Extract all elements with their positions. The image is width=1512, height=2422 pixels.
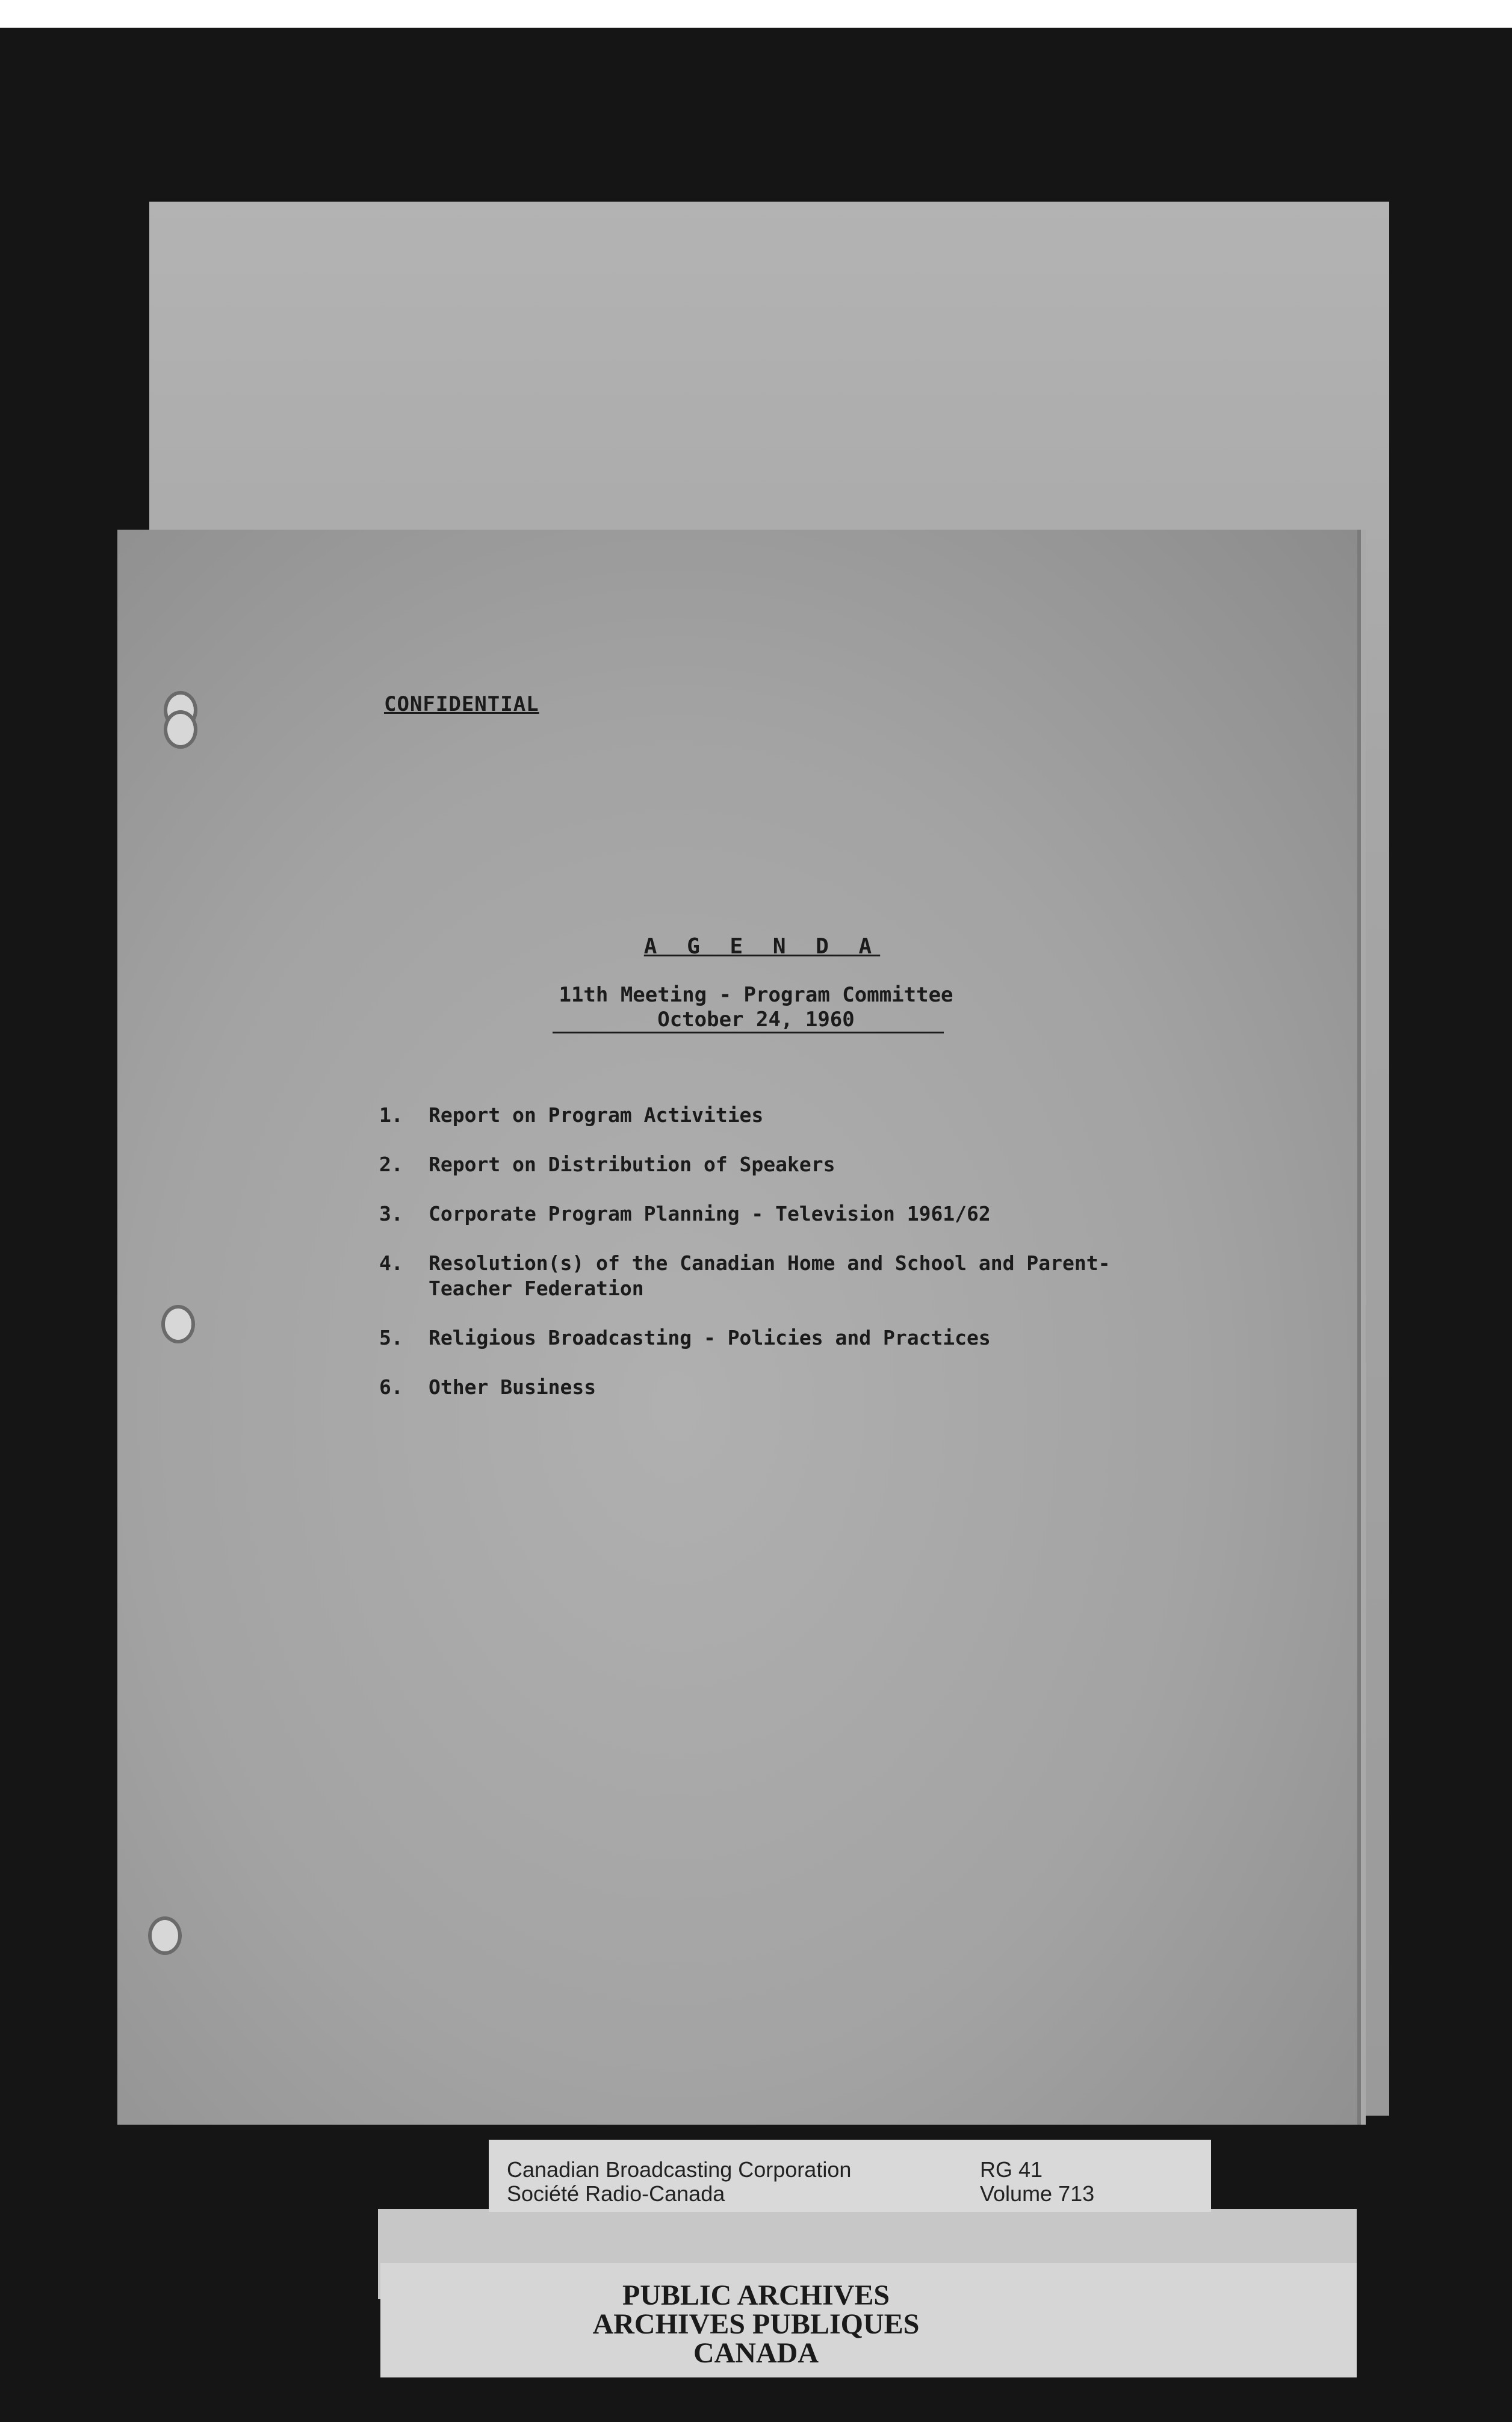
archive-org-english: Canadian Broadcasting Corporation (507, 2157, 852, 2182)
archive-record-group: RG 41 (980, 2157, 1043, 2182)
agenda-item-number: 4. (379, 1251, 403, 1275)
stamp-line-1: PUBLIC ARCHIVES (622, 2279, 890, 2311)
agenda-item-number: 3. (379, 1202, 403, 1225)
archive-org-french: Société Radio-Canada (507, 2181, 725, 2206)
agenda-item-text: Resolution(s) of the Canadian Home and School and Parent-Teacher Federation (429, 1251, 1111, 1300)
stamp-line-3: CANADA (693, 2337, 819, 2369)
archives-stamp (0, 2281, 1512, 2368)
agenda-item (379, 1103, 1162, 1128)
agenda-item (379, 1325, 1162, 1351)
agenda-item-number: 2. (379, 1153, 403, 1176)
punch-hole (161, 1305, 195, 1343)
agenda-item (379, 1201, 1162, 1227)
agenda-list (379, 1103, 1162, 1400)
meeting-date: October 24, 1960 (657, 1008, 855, 1032)
agenda-item-number: 6. (379, 1375, 403, 1399)
confidential-label: CONFIDENTIAL (384, 692, 539, 716)
agenda-item-text: Report on Distribution of Speakers (429, 1153, 835, 1176)
agenda-item-number: 5. (379, 1326, 403, 1349)
agenda-item (379, 1375, 1162, 1400)
agenda-item (379, 1251, 1162, 1301)
agenda-item-text: Other Business (429, 1375, 596, 1399)
meeting-subtitle: 11th Meeting - Program Committee (559, 983, 953, 1007)
stamp-line-2: ARCHIVES PUBLIQUES (592, 2308, 920, 2340)
agenda-item-text: Religious Broadcasting - Policies and Practices (429, 1326, 991, 1349)
archive-label (489, 2140, 1211, 2212)
archive-volume: Volume 713 (980, 2181, 1095, 2206)
agenda-item-text: Corporate Program Planning - Television 1961/62 (429, 1202, 991, 1225)
agenda-item (379, 1152, 1162, 1177)
agenda-title: A G E N D A (643, 934, 881, 959)
agenda-item-number: 1. (379, 1103, 403, 1127)
title-underline (553, 1032, 944, 1033)
punch-hole (148, 1916, 182, 1955)
punch-hole (164, 710, 197, 749)
agenda-item-text: Report on Program Activities (429, 1103, 764, 1127)
